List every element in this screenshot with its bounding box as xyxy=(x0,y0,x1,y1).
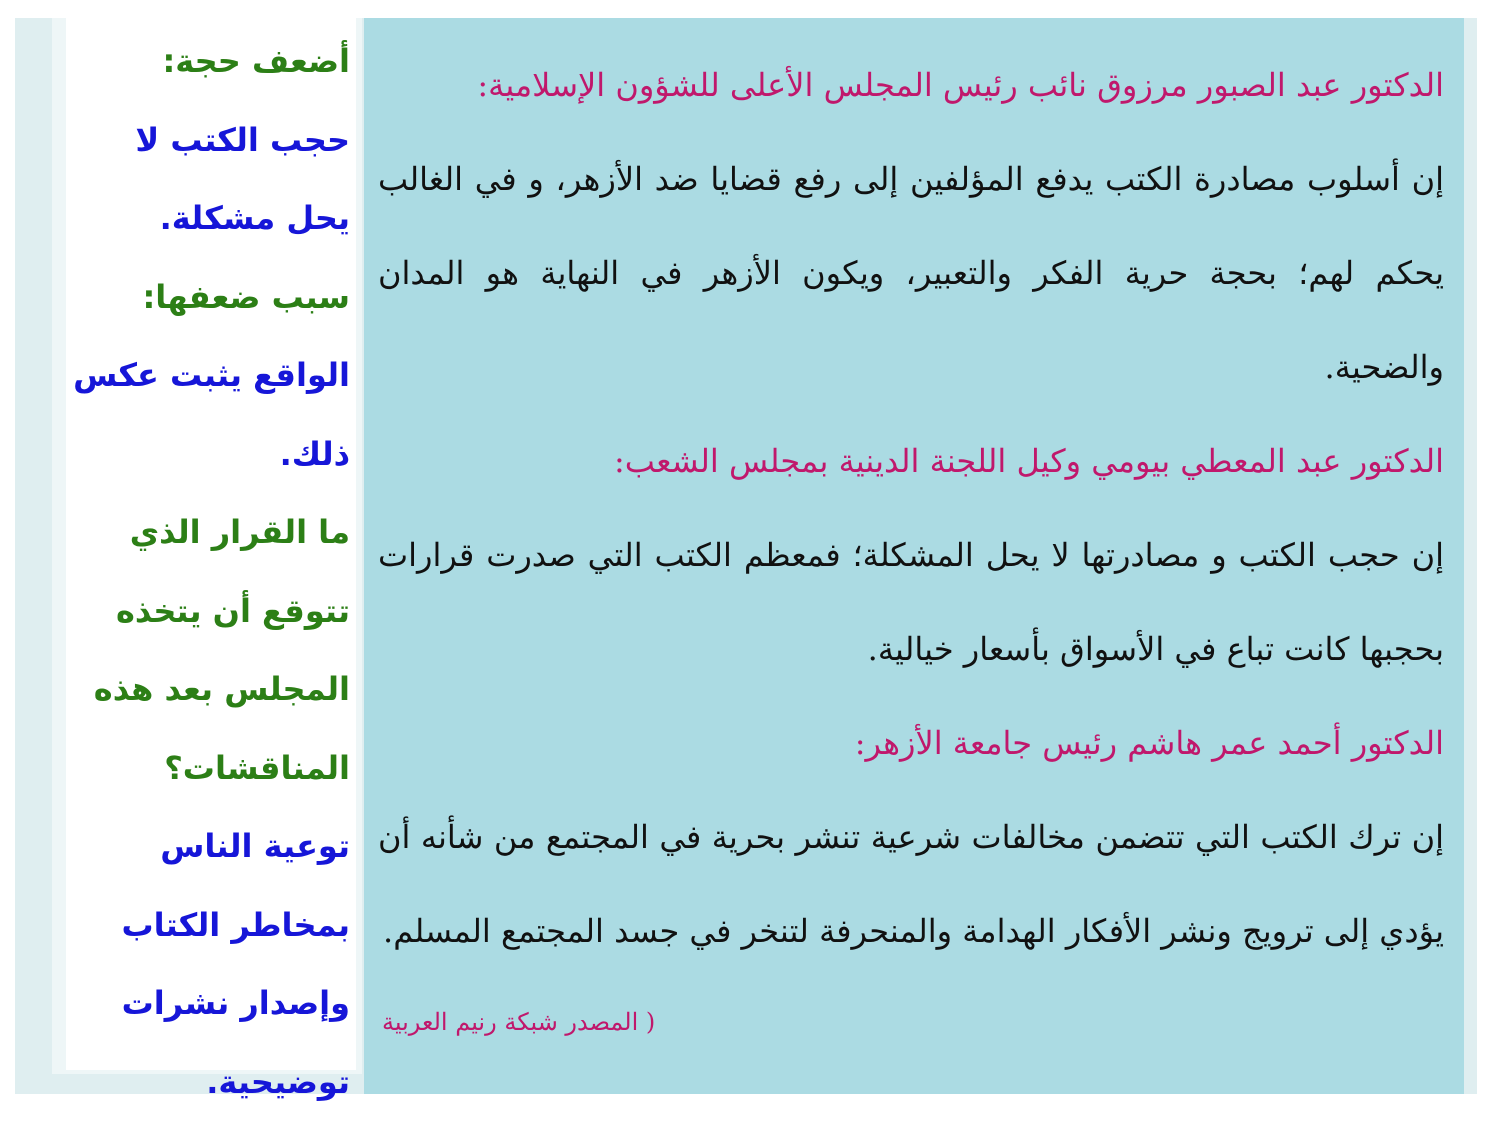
decision-question: ما القرار الذي تتوقع أن يتخذه المجلس بعد هذه المناقشات؟ xyxy=(93,513,350,787)
weakness-reason-value: الواقع يثبت عكس ذلك. xyxy=(73,356,350,473)
weakest-argument-value: حجب الكتب لا يحل مشكلة. xyxy=(135,120,350,237)
speaker-3: الدكتور أحمد عمر هاشم رئيس جامعة الأزهر: xyxy=(854,724,1444,762)
main-text xyxy=(378,38,1444,978)
statement-1: إن أسلوب مصادرة الكتب يدفع المؤلفين إلى رفع قضايا ضد الأزهر، و في الغالب يحكم لهم؛ بحجة حرية الفكر والتعبير، ويكون الأزهر في النهاية هو المدان والضحية. xyxy=(378,160,1444,386)
speaker-2: الدكتور عبد المعطي بيومي وكيل اللجنة الدينية بمجلس الشعب: xyxy=(613,442,1444,480)
decision-answer: توعية الناس بمخاطر الكتاب وإصدار نشرات توضيحية. xyxy=(121,827,350,1101)
statement-2: إن حجب الكتب و مصادرتها لا يحل المشكلة؛ فمعظم الكتب التي صدرت قرارات بحجبها كانت تباع في الأسواق بأسعار خيالية. xyxy=(378,536,1444,668)
sidebar-text xyxy=(68,22,350,1121)
weakness-reason-label: سبب ضعفها: xyxy=(142,277,350,316)
source-citation: ( المصدر شبكة رنيم العربية xyxy=(382,1008,656,1036)
statement-3: إن ترك الكتب التي تتضمن مخالفات شرعية تنشر بحرية في المجتمع من شأنه أن يؤدي إلى ترويج ونشر الأفكار الهدامة والمنحرفة لتنخر في جسد المجتمع المسلم. xyxy=(378,818,1444,950)
weakest-argument-label: أضعف حجة: xyxy=(162,42,350,80)
speaker-1: الدكتور عبد الصبور مرزوق نائب رئيس المجلس الأعلى للشؤون الإسلامية: xyxy=(477,66,1444,104)
